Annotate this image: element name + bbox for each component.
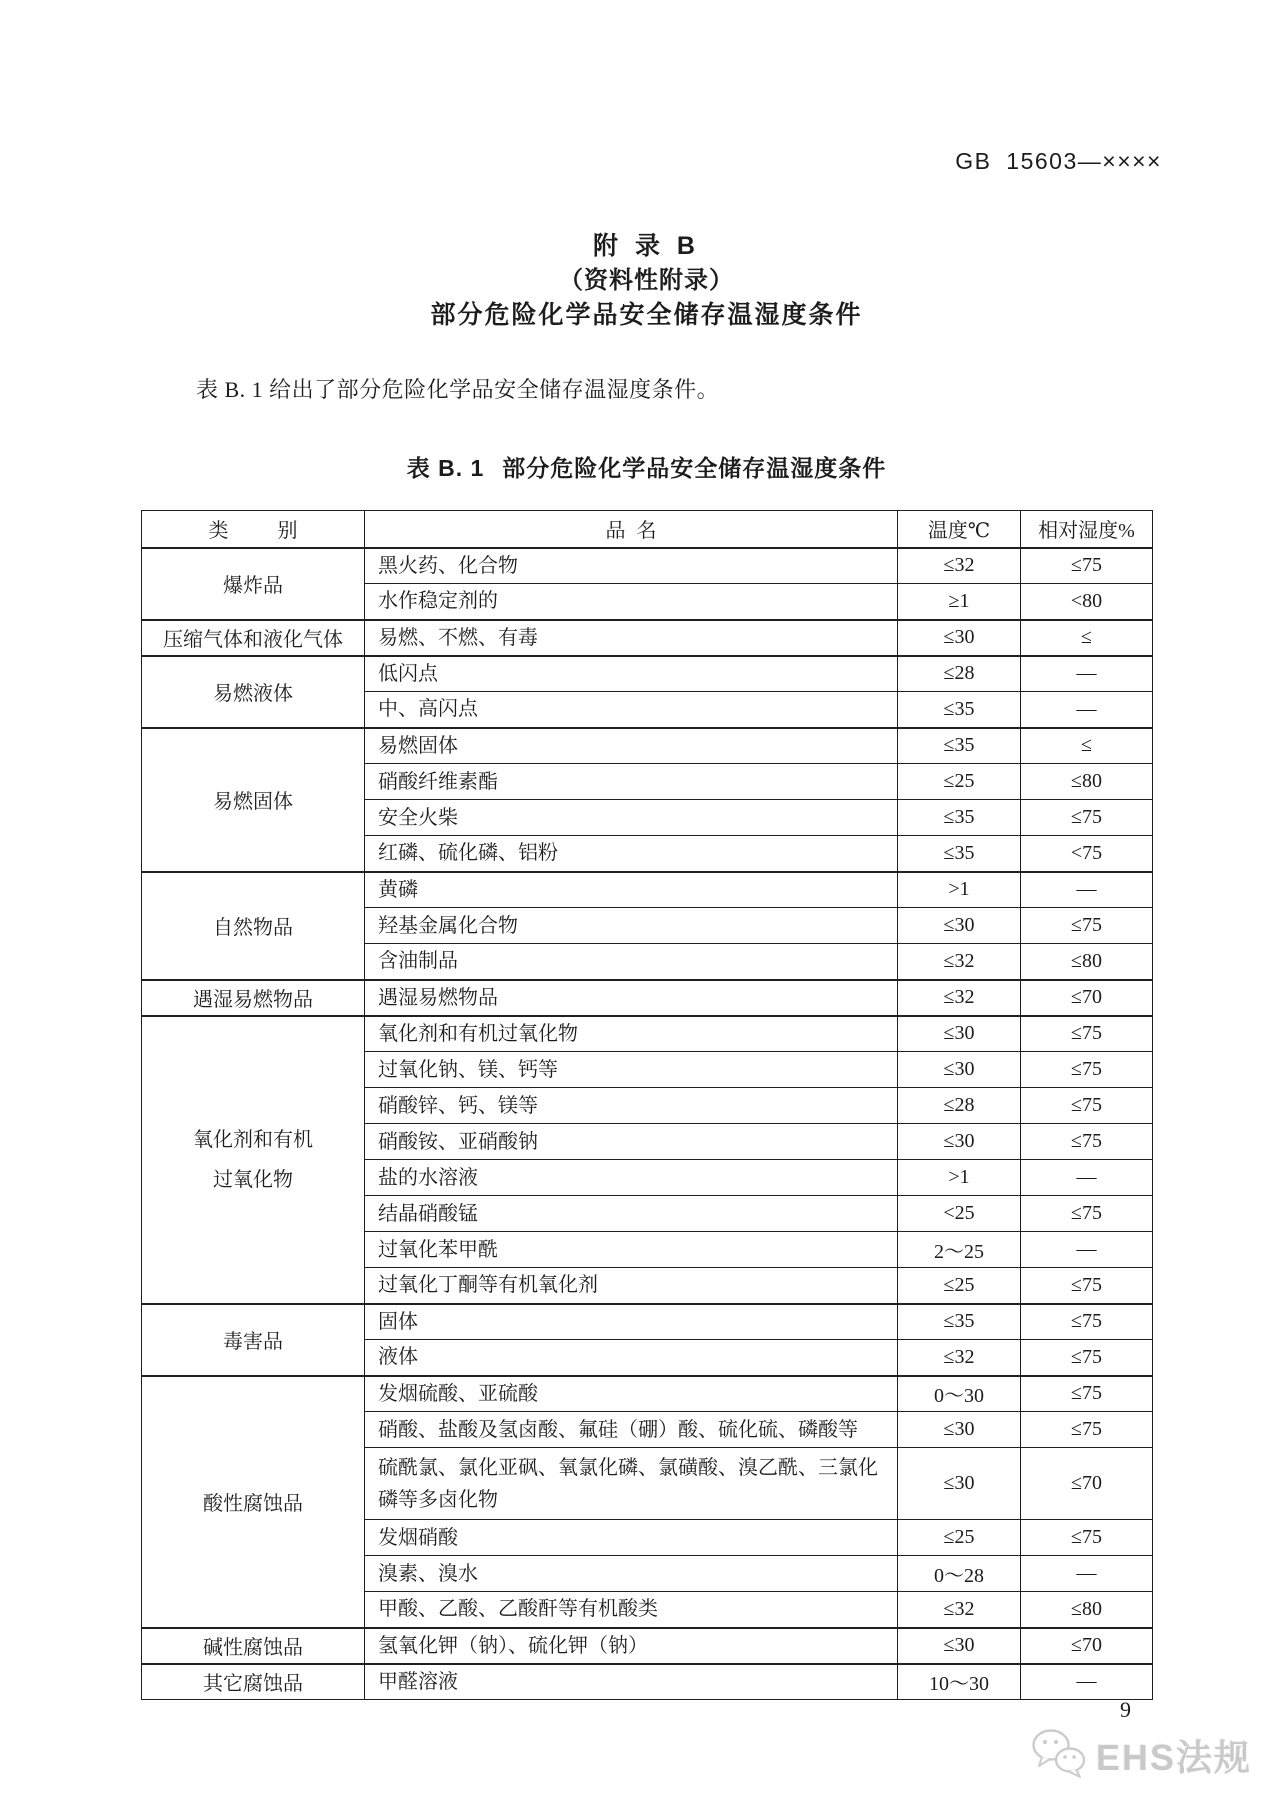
page-number: 9 xyxy=(1120,1697,1131,1722)
product-cell: 硫酰氯、氯化亚砜、氧氯化磷、氯磺酸、溴乙酰、三氯化磷等多卤化物 xyxy=(365,1448,898,1520)
table-row xyxy=(142,980,1153,1016)
temp-cell: ≤28 xyxy=(898,1088,1021,1124)
product-cell: 羟基金属化合物 xyxy=(365,908,898,944)
table-row xyxy=(142,1628,1153,1664)
wechat-bubbles-icon xyxy=(1030,1726,1090,1785)
humidity-cell: <75 xyxy=(1021,836,1153,872)
temp-cell: ≤30 xyxy=(898,1016,1021,1052)
product-cell: 氢氧化钾（钠）、硫化钾（钠） xyxy=(365,1628,898,1664)
header-category: 类 别 xyxy=(142,511,365,548)
temp-cell: ≤28 xyxy=(898,656,1021,692)
temp-cell: ≤30 xyxy=(898,908,1021,944)
temp-cell: 0～30 xyxy=(898,1376,1021,1412)
table-header-row xyxy=(142,511,1153,548)
product-cell: 易燃固体 xyxy=(365,728,898,764)
humidity-cell: ≤75 xyxy=(1021,908,1153,944)
humidity-cell: ≤75 xyxy=(1021,1196,1153,1232)
header-humidity: 相对湿度% xyxy=(1021,511,1153,548)
table-row xyxy=(142,1304,1153,1340)
temp-cell: ≤25 xyxy=(898,1268,1021,1304)
temp-cell: ≤32 xyxy=(898,548,1021,584)
category-cell: 遇湿易燃物品 xyxy=(142,980,365,1016)
table-caption xyxy=(141,450,1152,483)
humidity-cell: ≤75 xyxy=(1021,1304,1153,1340)
humidity-cell: — xyxy=(1021,1160,1153,1196)
product-cell: 发烟硫酸、亚硫酸 xyxy=(365,1376,898,1412)
table-row xyxy=(142,1664,1153,1700)
category-label: 氧化剂和有机过氧化物 xyxy=(193,1128,313,1191)
watermark xyxy=(1030,1726,1252,1785)
product-cell: 中、高闪点 xyxy=(365,692,898,728)
product-cell: 硝酸纤维素酯 xyxy=(365,764,898,800)
humidity-cell: ≤80 xyxy=(1021,944,1153,980)
category-cell: 易燃固体 xyxy=(142,728,365,872)
temp-cell: >1 xyxy=(898,872,1021,908)
humidity-cell: ≤75 xyxy=(1021,1412,1153,1448)
product-cell: 黄磷 xyxy=(365,872,898,908)
humidity-cell: ≤80 xyxy=(1021,1592,1153,1628)
humidity-cell: ≤75 xyxy=(1021,1520,1153,1556)
category-cell: 压缩气体和液化气体 xyxy=(142,620,365,656)
appendix-title: 部分危险化学品安全储存温湿度条件 xyxy=(430,301,863,329)
appendix-label: 附 录 B xyxy=(593,232,700,260)
table-row xyxy=(142,1016,1153,1052)
product-cell: 过氧化钠、镁、钙等 xyxy=(365,1052,898,1088)
product-cell: 发烟硝酸 xyxy=(365,1520,898,1556)
temp-cell: ≤30 xyxy=(898,1628,1021,1664)
product-cell: 低闪点 xyxy=(365,656,898,692)
product-cell: 氧化剂和有机过氧化物 xyxy=(365,1016,898,1052)
humidity-cell: — xyxy=(1021,1556,1153,1592)
temp-cell: >1 xyxy=(898,1160,1021,1196)
category-cell: 毒害品 xyxy=(142,1304,365,1376)
category-cell: 易燃液体 xyxy=(142,656,365,728)
product-cell: 结晶硝酸锰 xyxy=(365,1196,898,1232)
temp-cell: ≤30 xyxy=(898,1412,1021,1448)
header-product: 品 名 xyxy=(365,511,898,548)
product-cell: 甲酸、乙酸、乙酸酐等有机酸类 xyxy=(365,1592,898,1628)
temp-cell: ≤25 xyxy=(898,764,1021,800)
watermark-text: EHS法规 xyxy=(1096,1737,1253,1778)
temp-cell: ≤30 xyxy=(898,1052,1021,1088)
product-cell: 水作稳定剂的 xyxy=(365,584,898,620)
humidity-cell: ≤ xyxy=(1021,728,1153,764)
category-cell: 自然物品 xyxy=(142,872,365,980)
temp-cell: <25 xyxy=(898,1196,1021,1232)
standard-number: GB 15603—×××× xyxy=(955,148,1162,174)
product-cell: 过氧化丁酮等有机氧化剂 xyxy=(365,1268,898,1304)
table-caption-label: 表 B. 1 xyxy=(406,455,485,481)
product-cell: 易燃、不燃、有毒 xyxy=(365,620,898,656)
table-caption-title: 部分危险化学品安全储存温湿度条件 xyxy=(502,455,887,481)
humidity-cell: ≤75 xyxy=(1021,1088,1153,1124)
table-row xyxy=(142,548,1153,584)
intro-paragraph: 表 B. 1 给出了部分危险化学品安全储存温湿度条件。 xyxy=(196,377,720,402)
temp-cell: ≤32 xyxy=(898,944,1021,980)
table-row xyxy=(142,656,1153,692)
product-cell: 红磷、硫化磷、铝粉 xyxy=(365,836,898,872)
product-cell: 过氧化苯甲酰 xyxy=(365,1232,898,1268)
table-row xyxy=(142,728,1153,764)
table-row xyxy=(142,872,1153,908)
humidity-cell: ≤70 xyxy=(1021,980,1153,1016)
temp-cell: 2～25 xyxy=(898,1232,1021,1268)
humidity-cell: — xyxy=(1021,872,1153,908)
appendix-type-note: （资料性附录） xyxy=(559,267,734,294)
product-cell: 黑火药、化合物 xyxy=(365,548,898,584)
product-cell: 遇湿易燃物品 xyxy=(365,980,898,1016)
category-cell: 爆炸品 xyxy=(142,548,365,620)
table-row xyxy=(142,1376,1153,1412)
header-temperature: 温度℃ xyxy=(898,511,1021,548)
humidity-cell: ≤75 xyxy=(1021,1124,1153,1160)
temp-cell: ≤30 xyxy=(898,1124,1021,1160)
humidity-cell: ≤75 xyxy=(1021,548,1153,584)
temp-cell: ≤35 xyxy=(898,836,1021,872)
humidity-cell: — xyxy=(1021,1232,1153,1268)
humidity-cell: <80 xyxy=(1021,584,1153,620)
temp-cell: ≤30 xyxy=(898,1448,1021,1520)
product-cell: 硝酸、盐酸及氢卤酸、氟硅（硼）酸、硫化硫、磷酸等 xyxy=(365,1412,898,1448)
category-cell: 酸性腐蚀品 xyxy=(142,1376,365,1628)
humidity-cell: ≤75 xyxy=(1021,1052,1153,1088)
temp-cell: 0～28 xyxy=(898,1556,1021,1592)
humidity-cell: — xyxy=(1021,656,1153,692)
product-cell: 固体 xyxy=(365,1304,898,1340)
humidity-cell: ≤ xyxy=(1021,620,1153,656)
temp-cell: ≤25 xyxy=(898,1520,1021,1556)
humidity-cell: ≤75 xyxy=(1021,1268,1153,1304)
temp-cell: ≤30 xyxy=(898,620,1021,656)
temp-cell: ≤35 xyxy=(898,800,1021,836)
temp-cell: ≥1 xyxy=(898,584,1021,620)
category-cell xyxy=(142,1016,365,1304)
humidity-cell: ≤75 xyxy=(1021,1016,1153,1052)
humidity-cell: ≤75 xyxy=(1021,800,1153,836)
humidity-cell: ≤75 xyxy=(1021,1340,1153,1376)
category-cell: 碱性腐蚀品 xyxy=(142,1628,365,1664)
product-cell: 硝酸铵、亚硝酸钠 xyxy=(365,1124,898,1160)
temp-cell: ≤35 xyxy=(898,692,1021,728)
humidity-cell: — xyxy=(1021,1664,1153,1700)
temp-cell: ≤32 xyxy=(898,1340,1021,1376)
temp-cell: ≤32 xyxy=(898,980,1021,1016)
humidity-cell: ≤70 xyxy=(1021,1628,1153,1664)
category-cell: 其它腐蚀品 xyxy=(142,1664,365,1700)
product-cell: 液体 xyxy=(365,1340,898,1376)
temp-cell: ≤32 xyxy=(898,1592,1021,1628)
temp-cell: ≤35 xyxy=(898,1304,1021,1340)
humidity-cell: ≤75 xyxy=(1021,1376,1153,1412)
humidity-cell: — xyxy=(1021,692,1153,728)
temp-cell: 10～30 xyxy=(898,1664,1021,1700)
product-cell: 甲醛溶液 xyxy=(365,1664,898,1700)
product-cell: 溴素、溴水 xyxy=(365,1556,898,1592)
humidity-cell: ≤80 xyxy=(1021,764,1153,800)
product-cell: 含油制品 xyxy=(365,944,898,980)
product-cell: 硝酸锌、钙、镁等 xyxy=(365,1088,898,1124)
product-cell: 盐的水溶液 xyxy=(365,1160,898,1196)
humidity-cell: ≤70 xyxy=(1021,1448,1153,1520)
temp-cell: ≤35 xyxy=(898,728,1021,764)
storage-conditions-table xyxy=(141,510,1153,1700)
table-row xyxy=(142,620,1153,656)
product-cell: 安全火柴 xyxy=(365,800,898,836)
